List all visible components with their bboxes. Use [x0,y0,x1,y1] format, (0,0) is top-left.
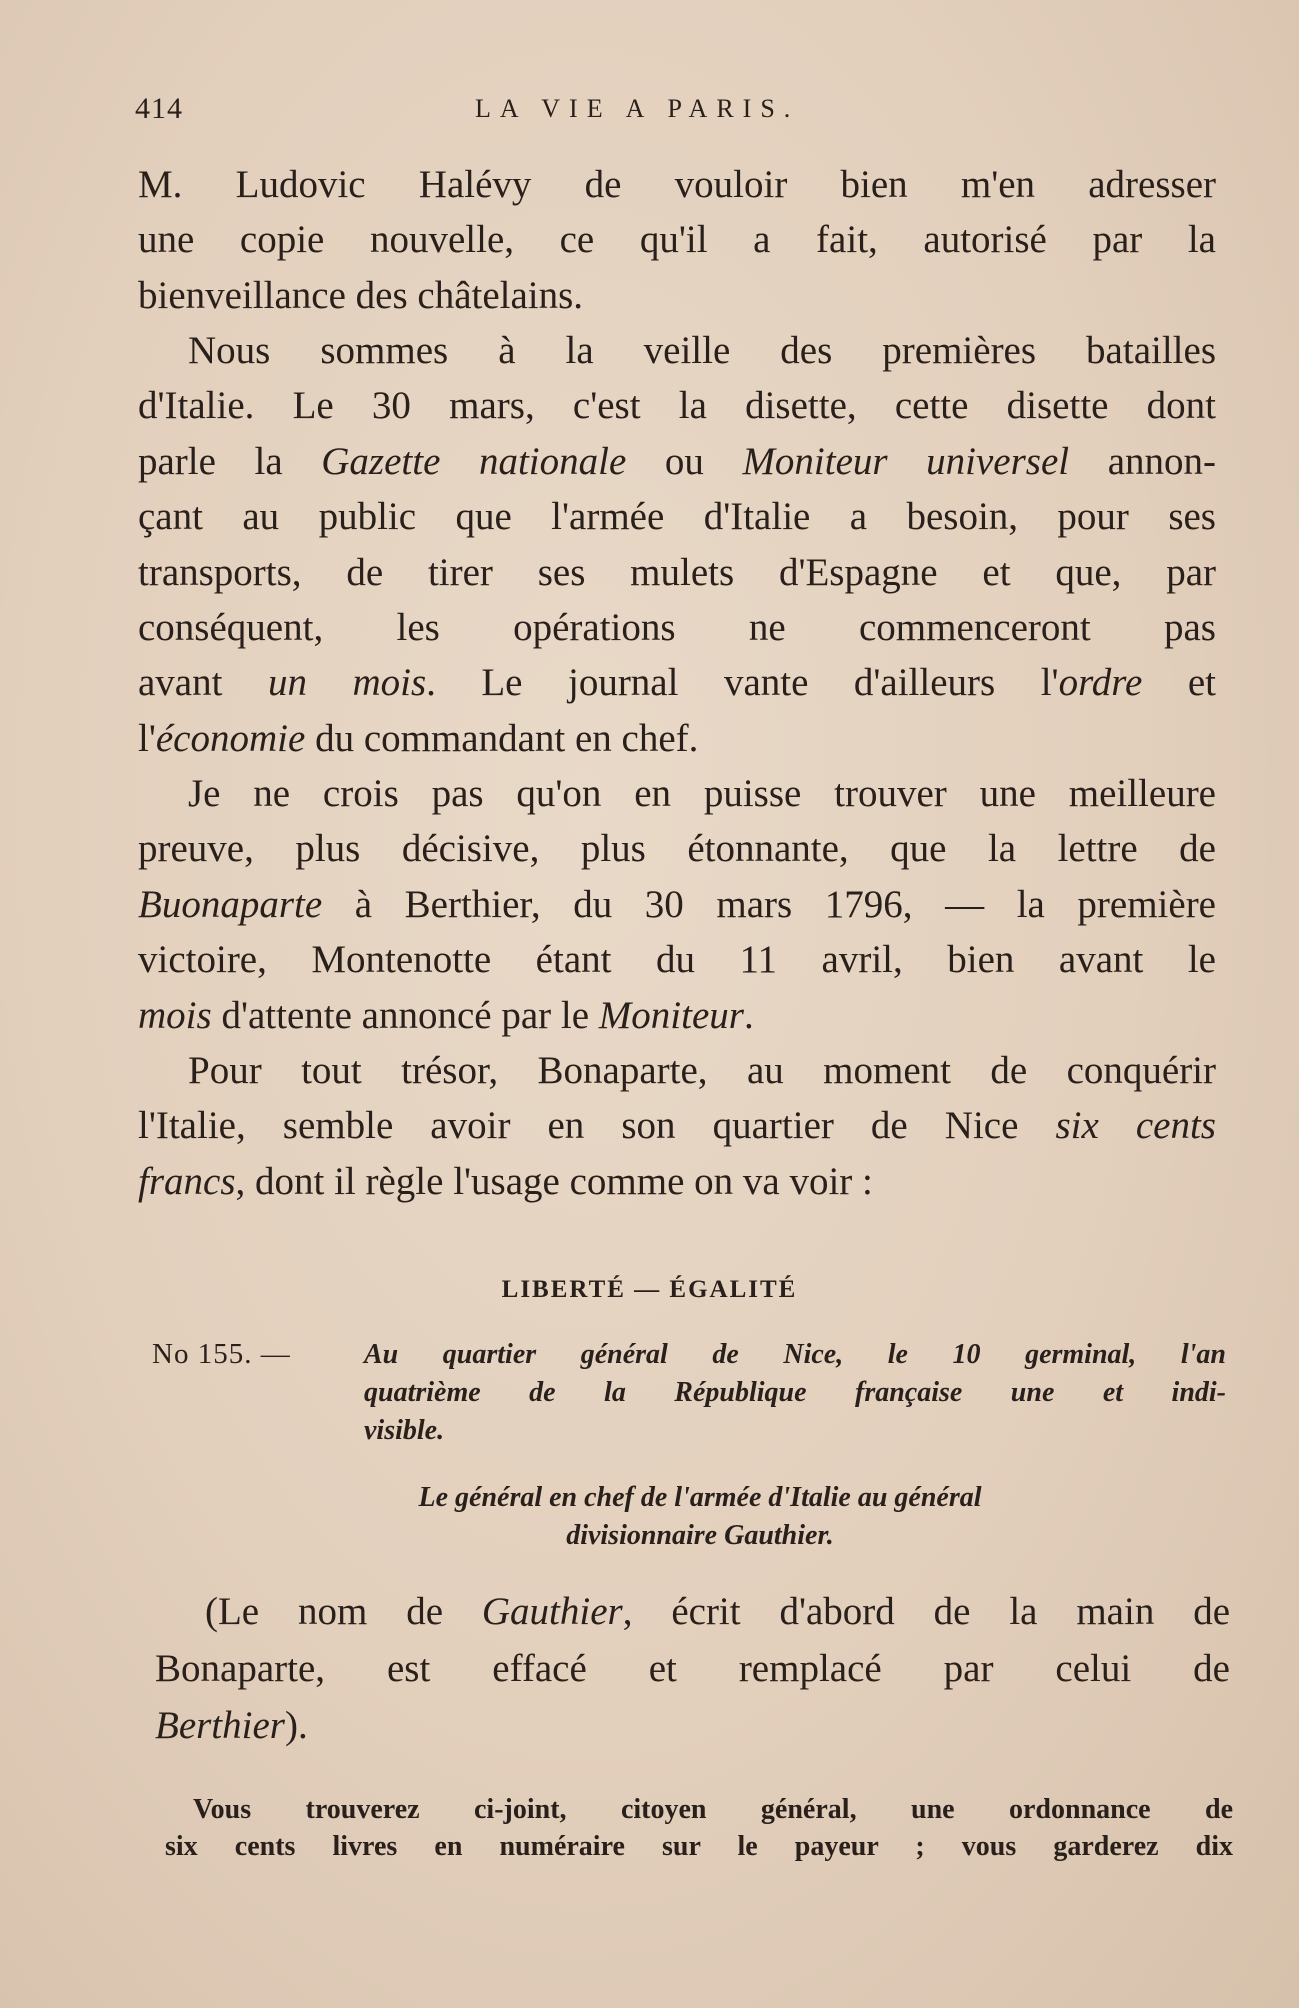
italic-text: un mois [267,661,427,705]
text-line: Bonaparte, est effacé et remplacé par celui de [155,1647,1230,1690]
text-line: une copie nouvelle, ce qu'il a fait, autorisé par la [138,218,1216,262]
document-title: LIBERTÉ — ÉGALITÉ [501,1276,798,1303]
text-line: Nous sommes à la veille des premières batailles [188,329,1216,372]
text-line: conséquent, les opérations ne commenceront pas [138,606,1216,650]
text-line: Vous trouverez ci-joint, citoyen général, une ordonnance de [193,1794,1233,1825]
text-line: Le général en chef de l'armée d'Italie au général [418,1482,982,1513]
text-line: mois d'attente annoncé par le Moniteur. [138,993,754,1037]
text-line: Buonaparte à Berthier, du 30 mars 1796, — la première [138,882,1216,926]
text-line: quatrième de la République française une et indi- [364,1377,1226,1408]
text-line: six cents livres en numéraire sur le payeur ; vous garderez dix [165,1831,1233,1862]
document-heading [364,1336,1226,1450]
paragraph-3 [138,766,1216,1043]
italic-text: Moniteur [598,993,744,1037]
text-line: l'économie du commandant en chef. [138,716,699,760]
text-line: preuve, plus décisive, plus étonnante, que la lettre de [138,827,1216,871]
text-line: M. Ludovic Halévy de vouloir bien m'en adresser [138,163,1216,206]
paragraph-2 [138,323,1216,766]
paragraph-4 [138,1043,1216,1209]
page-number: 414 [135,92,183,125]
italic-text: mois [138,993,212,1037]
running-title: LA VIE A PARIS. [475,94,800,123]
text-line: çant au public que l'armée d'Italie a besoin, pour ses [138,495,1216,539]
italic-text: Moniteur universel [742,439,1070,483]
text-line: Berthier). [155,1704,308,1747]
text-line: (Le nom de Gauthier, écrit d'abord de la main de [205,1590,1231,1633]
italic-text: six cents [1055,1104,1216,1148]
italic-text: Buonaparte [138,882,323,926]
text-line: l'Italie, semble avoir en son quartier de Nice six cents [138,1104,1216,1148]
paragraph-1 [138,157,1216,323]
page-header [135,92,1215,132]
text-line: avant un mois. Le journal vante d'ailleurs l'ordre et [138,661,1216,705]
text-line: parle la Gazette nationale ou Moniteur universel annon- [138,439,1216,483]
document-number: No 155. — [152,1338,291,1370]
text-line: visible. [364,1415,445,1446]
italic-text: francs [138,1159,236,1203]
italic-text: ordre [1058,661,1143,705]
italic-text: économie [155,716,306,760]
italic-text: Gauthier [481,1590,623,1633]
text-line: Pour tout trésor, Bonaparte, au moment de conquérir [188,1049,1216,1092]
editorial-note [155,1583,1230,1754]
text-line: divisionnaire Gauthier. [566,1520,834,1551]
text-line: transports, de tirer ses mulets d'Espagne et que, par [138,550,1216,594]
text-line: bienveillance des châtelains. [138,273,584,317]
text-line: Au quartier général de Nice, le 10 germinal, l'an [364,1339,1226,1370]
italic-text: Berthier [155,1704,285,1747]
italic-text: Gazette nationale [321,439,627,483]
text-line: francs, dont il règle l'usage comme on va voir : [138,1159,873,1203]
text-line: victoire, Montenotte étant du 11 avril, bien avant le [138,938,1216,982]
text-line: d'Italie. Le 30 mars, c'est la disette, cette disette dont [138,384,1216,428]
letter-text [165,1791,1233,1865]
document-address [270,1479,1130,1555]
text-line: Je ne crois pas qu'on en puisse trouver une meilleure [188,772,1216,815]
